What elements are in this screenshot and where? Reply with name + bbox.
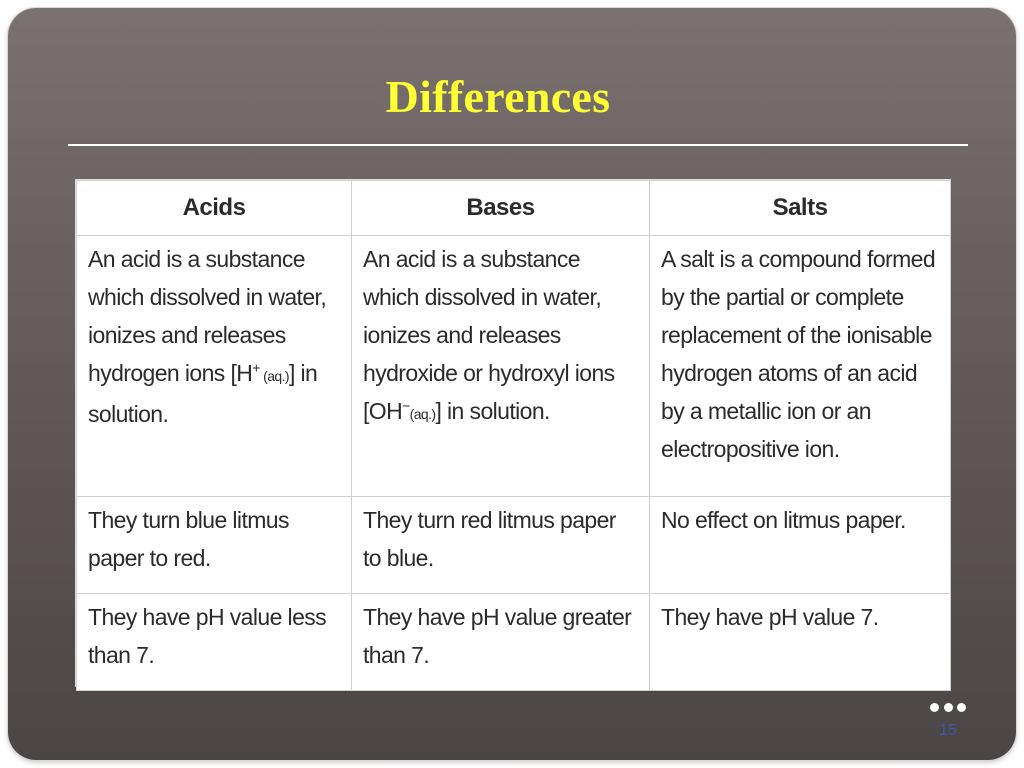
hydroxide-ion-state: (aq.) bbox=[409, 406, 436, 422]
bases-definition-end: ] in solution. bbox=[435, 398, 550, 424]
dot bbox=[930, 703, 939, 712]
page-number: 15 bbox=[939, 722, 957, 739]
title-divider bbox=[68, 144, 968, 146]
table-row-ph bbox=[77, 594, 951, 691]
slide-frame bbox=[8, 8, 1016, 760]
cell-salts-litmus: No effect on litmus paper. bbox=[650, 497, 951, 594]
slide-title: Differences bbox=[385, 71, 611, 122]
differences-table-container bbox=[75, 179, 951, 687]
table-header-row bbox=[77, 181, 951, 236]
cell-acids-litmus: They turn blue litmus paper to red. bbox=[77, 497, 352, 594]
cell-acids-definition bbox=[77, 236, 352, 497]
differences-table bbox=[76, 180, 951, 691]
cell-bases-definition bbox=[352, 236, 650, 497]
cell-salts-definition: A salt is a compound formed by the partial or complete replacement of the ionisable hydrogen atoms of an acid by a metallic ion or an electropositive ion. bbox=[650, 236, 951, 497]
hydrogen-ion-state: (aq.) bbox=[259, 368, 289, 384]
dot bbox=[944, 703, 953, 712]
bases-definition-text: An acid is a substance which dissolved in water, ionizes and releases hydroxide or hydroxyl ions [OH bbox=[363, 246, 615, 424]
header-acids: Acids bbox=[77, 181, 352, 236]
header-bases: Bases bbox=[352, 181, 650, 236]
cell-bases-litmus: They turn red litmus paper to blue. bbox=[352, 497, 650, 594]
acids-definition-text: An acid is a substance which dissolved in water, ionizes and releases hydrogen ions [H bbox=[88, 246, 327, 386]
hydrogen-ion-charge: + bbox=[252, 359, 260, 376]
header-salts: Salts bbox=[650, 181, 951, 236]
cell-acids-ph: They have pH value less than 7. bbox=[77, 594, 352, 691]
hydroxide-ion-charge: − bbox=[402, 397, 410, 414]
acids-definition-end: ] in solution. bbox=[88, 360, 318, 427]
ellipsis-icon[interactable] bbox=[930, 700, 966, 714]
cell-bases-ph: They have pH value greater than 7. bbox=[352, 594, 650, 691]
table-row-litmus bbox=[77, 497, 951, 594]
table-row-definition bbox=[77, 236, 951, 497]
cell-salts-ph: They have pH value 7. bbox=[650, 594, 951, 691]
dot bbox=[957, 703, 966, 712]
